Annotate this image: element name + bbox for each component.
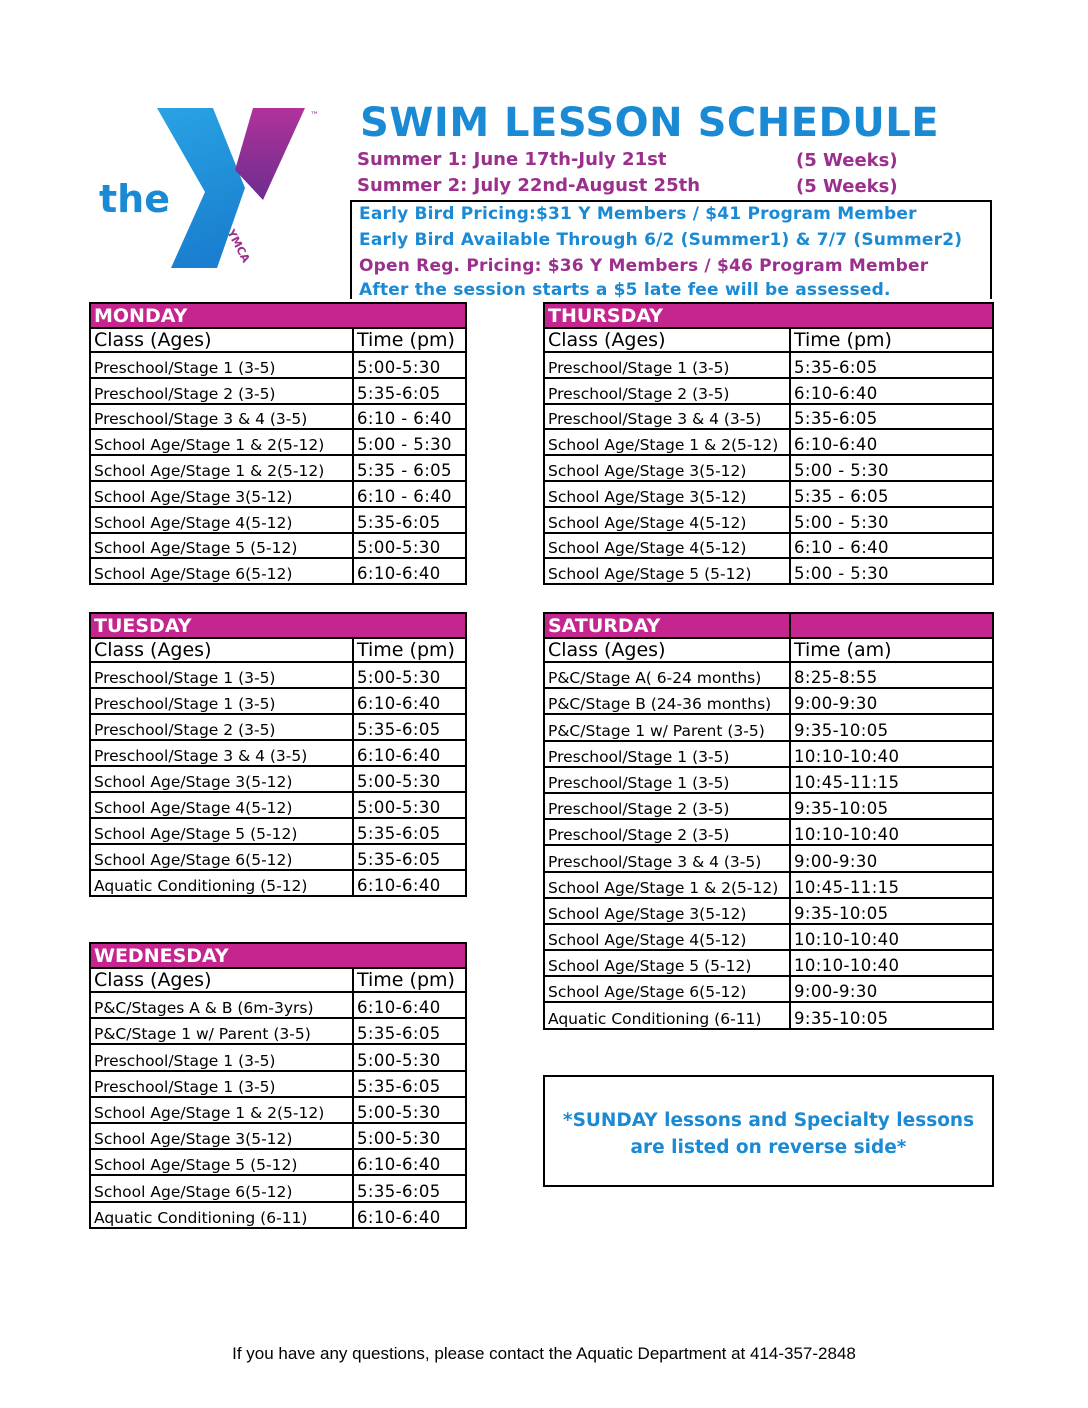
class-cell: School Age/Stage 5 (5-12) (90, 1149, 353, 1175)
table-row (544, 404, 993, 430)
table-row (90, 1123, 466, 1149)
time-column-header: Time (pm) (790, 328, 993, 352)
table-row (544, 481, 993, 507)
sunday-lessons-note (543, 1075, 994, 1187)
table-row (90, 507, 466, 533)
class-cell: Preschool/Stage 3 & 4 (3-5) (90, 404, 353, 430)
class-cell: School Age/Stage 6(5-12) (544, 976, 790, 1002)
class-cell: Preschool/Stage 2 (3-5) (544, 793, 790, 819)
time-cell: 5:00-5:30 (353, 352, 466, 378)
table-row (544, 429, 993, 455)
table-row (90, 662, 466, 688)
class-cell: Preschool/Stage 1 (3-5) (90, 662, 353, 688)
time-cell: 9:35-10:05 (790, 1002, 993, 1028)
class-column-header: Class (Ages) (544, 328, 790, 352)
ymca-logo (95, 100, 335, 275)
class-cell: Aquatic Conditioning (6-11) (90, 1202, 353, 1228)
class-cell: School Age/Stage 5 (5-12) (544, 558, 790, 584)
class-cell: School Age/Stage 4(5-12) (90, 507, 353, 533)
table-row (544, 507, 993, 533)
time-cell: 5:35-6:05 (353, 844, 466, 870)
table-row (90, 766, 466, 792)
class-cell: Preschool/Stage 1 (3-5) (544, 767, 790, 793)
early-bird-pricing: Early Bird Pricing:$31 Y Members / $41 Program Member (359, 204, 917, 224)
time-cell: 6:10-6:40 (790, 378, 993, 404)
class-cell: School Age/Stage 5 (5-12) (544, 950, 790, 976)
tuesday-day-header (90, 613, 466, 638)
table-row (544, 688, 993, 714)
table-row (90, 714, 466, 740)
class-cell: Preschool/Stage 3 & 4 (3-5) (544, 845, 790, 871)
monday-day-header (90, 303, 466, 328)
class-cell: School Age/Stage 1 & 2(5-12) (544, 429, 790, 455)
time-cell: 9:00-9:30 (790, 976, 993, 1002)
time-cell: 9:35-10:05 (790, 793, 993, 819)
time-cell: 5:00-5:30 (353, 766, 466, 792)
table-row (544, 352, 993, 378)
time-cell: 5:00 - 5:30 (353, 429, 466, 455)
class-cell: School Age/Stage 6(5-12) (90, 1175, 353, 1201)
time-cell: 10:10-10:40 (790, 741, 993, 767)
day-header-blank (790, 613, 993, 638)
class-cell: P&C/Stages A & B (6m-3yrs) (90, 992, 353, 1018)
monday-schedule-table (89, 302, 467, 585)
table-row (90, 1044, 466, 1070)
class-cell: School Age/Stage 4(5-12) (544, 507, 790, 533)
time-cell: 5:35-6:05 (353, 818, 466, 844)
wednesday-schedule-table (89, 942, 467, 1229)
time-cell: 6:10-6:40 (790, 429, 993, 455)
class-cell: School Age/Stage 1 & 2(5-12) (90, 429, 353, 455)
class-cell: Preschool/Stage 1 (3-5) (90, 352, 353, 378)
table-row (544, 558, 993, 584)
time-cell: 9:00-9:30 (790, 845, 993, 871)
time-cell: 5:35 - 6:05 (353, 455, 466, 481)
table-row (544, 533, 993, 559)
class-cell: P&C/Stage 1 w/ Parent (3-5) (90, 1018, 353, 1044)
time-cell: 6:10-6:40 (353, 688, 466, 714)
thursday-schedule-table (543, 302, 994, 585)
class-cell: School Age/Stage 3(5-12) (544, 898, 790, 924)
column-header-row (90, 638, 466, 662)
table-row (90, 404, 466, 430)
class-cell: Preschool/Stage 2 (3-5) (90, 714, 353, 740)
class-cell: Preschool/Stage 2 (3-5) (544, 378, 790, 404)
table-row (90, 992, 466, 1018)
class-cell: P&C/Stage B (24-36 months) (544, 688, 790, 714)
class-cell: School Age/Stage 1 & 2(5-12) (90, 455, 353, 481)
column-header-row (544, 638, 993, 662)
time-column-header: Time (am) (790, 638, 993, 662)
time-cell: 5:35-6:05 (353, 507, 466, 533)
table-row (90, 740, 466, 766)
table-row (544, 976, 993, 1002)
class-column-header: Class (Ages) (90, 328, 353, 352)
time-cell: 6:10 - 6:40 (353, 404, 466, 430)
class-cell: Preschool/Stage 1 (3-5) (90, 1071, 353, 1097)
class-cell: School Age/Stage 5 (5-12) (90, 533, 353, 559)
time-cell: 5:00-5:30 (353, 533, 466, 559)
table-row (90, 481, 466, 507)
table-row (90, 792, 466, 818)
session-2-dates: Summer 2: July 22nd-August 25th (357, 175, 701, 196)
session-1-dates: Summer 1: June 17th-July 21st (357, 149, 667, 170)
table-row (544, 1002, 993, 1028)
class-cell: Preschool/Stage 1 (3-5) (90, 1044, 353, 1070)
session-2-weeks: (5 Weeks) (796, 176, 898, 197)
day-name: SATURDAY (544, 613, 790, 638)
table-row (544, 819, 993, 845)
time-cell: 8:25-8:55 (790, 662, 993, 688)
logo-the-text: the (99, 177, 170, 221)
time-cell: 6:10-6:40 (353, 870, 466, 896)
time-cell: 10:10-10:40 (790, 924, 993, 950)
table-row (90, 533, 466, 559)
note-line-1: *SUNDAY lessons and Specialty lessons (562, 1110, 975, 1131)
page-title: SWIM LESSON SCHEDULE (360, 100, 940, 146)
logo-tm-text: ™ (310, 111, 319, 121)
table-row (90, 870, 466, 896)
time-cell: 10:45-11:15 (790, 767, 993, 793)
table-row (90, 1175, 466, 1201)
table-row (544, 378, 993, 404)
time-cell: 5:35-6:05 (790, 404, 993, 430)
table-row (544, 898, 993, 924)
column-header-row (90, 328, 466, 352)
table-row (90, 818, 466, 844)
pricing-box (350, 200, 992, 299)
time-cell: 5:35-6:05 (353, 1071, 466, 1097)
class-cell: School Age/Stage 4(5-12) (544, 533, 790, 559)
time-cell: 6:10-6:40 (353, 1149, 466, 1175)
open-reg-pricing: Open Reg. Pricing: $36 Y Members / $46 Program Member (359, 256, 929, 276)
class-cell: P&C/Stage 1 w/ Parent (3-5) (544, 714, 790, 740)
table-row (544, 950, 993, 976)
time-cell: 6:10-6:40 (353, 1202, 466, 1228)
time-cell: 5:00-5:30 (353, 1123, 466, 1149)
time-cell: 6:10-6:40 (353, 992, 466, 1018)
time-cell: 5:00 - 5:30 (790, 558, 993, 584)
day-name: THURSDAY (544, 303, 993, 328)
contact-footer: If you have any questions, please contact the Aquatic Department at 414-357-2848 (232, 1344, 856, 1363)
class-cell: Aquatic Conditioning (6-11) (544, 1002, 790, 1028)
table-row (544, 924, 993, 950)
time-cell: 6:10 - 6:40 (790, 533, 993, 559)
time-column-header: Time (pm) (353, 968, 466, 992)
time-cell: 5:35-6:05 (353, 714, 466, 740)
class-cell: School Age/Stage 3(5-12) (544, 481, 790, 507)
day-name: TUESDAY (90, 613, 466, 638)
table-row (90, 455, 466, 481)
day-name: MONDAY (90, 303, 466, 328)
time-cell: 10:10-10:40 (790, 819, 993, 845)
wednesday-day-header (90, 943, 466, 968)
class-cell: School Age/Stage 6(5-12) (90, 558, 353, 584)
class-cell: School Age/Stage 4(5-12) (544, 924, 790, 950)
class-cell: Preschool/Stage 2 (3-5) (90, 378, 353, 404)
time-cell: 9:00-9:30 (790, 688, 993, 714)
thursday-day-header (544, 303, 993, 328)
time-cell: 5:00-5:30 (353, 792, 466, 818)
table-row (544, 767, 993, 793)
class-cell: School Age/Stage 5 (5-12) (90, 818, 353, 844)
time-cell: 5:00-5:30 (353, 1097, 466, 1123)
table-row (90, 1097, 466, 1123)
saturday-day-header (544, 613, 993, 638)
time-cell: 10:10-10:40 (790, 950, 993, 976)
class-cell: Preschool/Stage 1 (3-5) (544, 352, 790, 378)
time-cell: 5:35 - 6:05 (790, 481, 993, 507)
time-cell: 6:10-6:40 (353, 558, 466, 584)
time-cell: 5:35-6:05 (790, 352, 993, 378)
y-right-arm-shape (235, 108, 305, 200)
time-cell: 5:00-5:30 (353, 662, 466, 688)
table-row (544, 714, 993, 740)
class-cell: School Age/Stage 3(5-12) (90, 766, 353, 792)
class-cell: Preschool/Stage 1 (3-5) (544, 741, 790, 767)
class-cell: Preschool/Stage 2 (3-5) (544, 819, 790, 845)
table-row (90, 558, 466, 584)
early-bird-deadline: Early Bird Available Through 6/2 (Summer1) & 7/7 (Summer2) (359, 230, 963, 250)
class-cell: School Age/Stage 1 & 2(5-12) (544, 872, 790, 898)
table-row (544, 662, 993, 688)
day-name: WEDNESDAY (90, 943, 466, 968)
saturday-schedule-table (543, 612, 994, 1030)
table-row (90, 1071, 466, 1097)
class-cell: School Age/Stage 4(5-12) (90, 792, 353, 818)
class-cell: School Age/Stage 3(5-12) (90, 481, 353, 507)
table-row (90, 844, 466, 870)
table-row (90, 1202, 466, 1228)
table-row (544, 845, 993, 871)
table-row (544, 455, 993, 481)
class-cell: School Age/Stage 6(5-12) (90, 844, 353, 870)
class-cell: Aquatic Conditioning (5-12) (90, 870, 353, 896)
note-line-2: are listed on reverse side* (630, 1137, 907, 1158)
table-row (90, 378, 466, 404)
class-cell: Preschool/Stage 1 (3-5) (90, 688, 353, 714)
time-cell: 5:35-6:05 (353, 1018, 466, 1044)
time-cell: 9:35-10:05 (790, 714, 993, 740)
time-cell: 5:00-5:30 (353, 1044, 466, 1070)
class-cell: Preschool/Stage 3 & 4 (3-5) (90, 740, 353, 766)
class-cell: School Age/Stage 1 & 2(5-12) (90, 1097, 353, 1123)
time-column-header: Time (pm) (353, 328, 466, 352)
table-row (90, 429, 466, 455)
class-cell: School Age/Stage 3(5-12) (90, 1123, 353, 1149)
time-cell: 9:35-10:05 (790, 898, 993, 924)
time-cell: 6:10 - 6:40 (353, 481, 466, 507)
column-header-row (544, 328, 993, 352)
table-row (544, 741, 993, 767)
time-cell: 5:35-6:05 (353, 378, 466, 404)
time-column-header: Time (pm) (353, 638, 466, 662)
class-column-header: Class (Ages) (90, 968, 353, 992)
late-fee-notice: After the session starts a $5 late fee will be assessed. (359, 280, 891, 300)
class-cell: Preschool/Stage 3 & 4 (3-5) (544, 404, 790, 430)
class-cell: School Age/Stage 3(5-12) (544, 455, 790, 481)
table-row (90, 352, 466, 378)
class-column-header: Class (Ages) (544, 638, 790, 662)
table-row (544, 872, 993, 898)
column-header-row (90, 968, 466, 992)
class-cell: P&C/Stage A( 6-24 months) (544, 662, 790, 688)
table-row (90, 1149, 466, 1175)
tuesday-schedule-table (89, 612, 467, 897)
table-row (90, 1018, 466, 1044)
time-cell: 10:45-11:15 (790, 872, 993, 898)
time-cell: 5:00 - 5:30 (790, 455, 993, 481)
table-row (90, 688, 466, 714)
table-row (544, 793, 993, 819)
logo-ymca-text: YMCA (224, 227, 253, 265)
time-cell: 5:35-6:05 (353, 1175, 466, 1201)
time-cell: 6:10-6:40 (353, 740, 466, 766)
class-column-header: Class (Ages) (90, 638, 353, 662)
time-cell: 5:00 - 5:30 (790, 507, 993, 533)
session-1-weeks: (5 Weeks) (796, 150, 898, 171)
